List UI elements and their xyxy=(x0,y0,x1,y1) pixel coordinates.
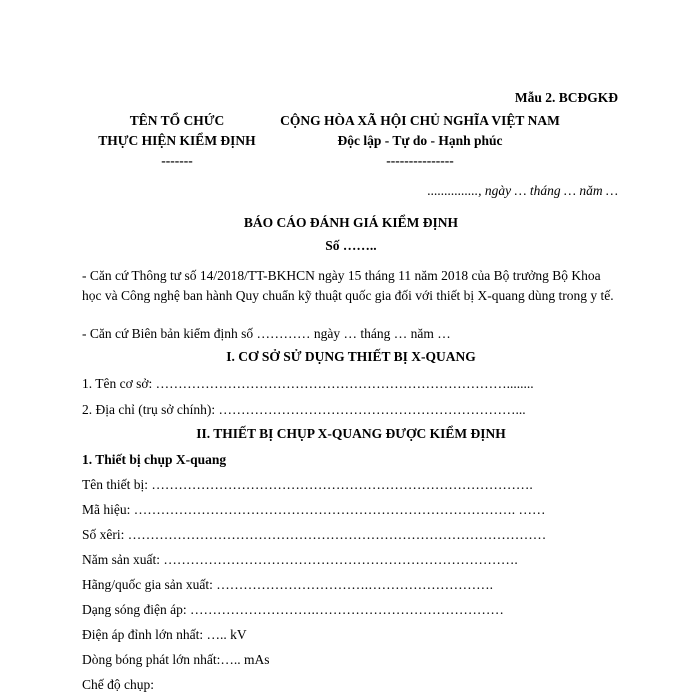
national-motto: Độc lập - Tự do - Hạnh phúc xyxy=(337,133,503,148)
field-facility-name: 1. Tên cơ sở: ……………………………………………………………………........ xyxy=(82,376,534,391)
document-title: BÁO CÁO ĐÁNH GIÁ KIỂM ĐỊNH xyxy=(243,215,459,230)
field-exposure-mode: Chế độ chụp: xyxy=(82,677,154,692)
field-facility-address: 2. Địa chỉ (trụ sở chính): …………………………………………………………... xyxy=(82,402,526,417)
field-tube-current: Dòng bóng phát lớn nhất:….. mAs xyxy=(82,652,270,667)
field-model-code: Mã hiệu: …………………………………………………………………………. …… xyxy=(82,502,546,517)
national-title: CỘNG HÒA XÃ HỘI CHỦ NGHĨA VIỆT NAM xyxy=(280,113,560,128)
field-serial-number: Số xêri: ………………………………………………………………………………… xyxy=(82,527,547,542)
field-voltage-waveform: Dạng sóng điện áp: ……………………….…………………………………… xyxy=(82,602,504,617)
field-device-name: Tên thiết bị: …………………………………………………………………………. xyxy=(82,477,533,492)
basis-paragraph-2: - Căn cứ Biên bản kiểm định số ………… ngày … tháng … năm … xyxy=(82,326,451,341)
field-manufacturer-country: Hãng/quốc gia sản xuất: …………………………….………………………. xyxy=(82,577,493,592)
section-2-heading: II. THIẾT BỊ CHỤP X-QUANG ĐƯỢC KIỂM ĐỊNH xyxy=(196,426,506,441)
section-2-subheading: 1. Thiết bị chụp X-quang xyxy=(82,452,227,467)
field-manufacture-year: Năm sản xuất: ……………………………………………………………………. xyxy=(82,552,518,567)
form-code: Mẫu 2. BCĐGKĐ xyxy=(514,90,618,105)
document-number: Số …….. xyxy=(325,238,377,253)
org-name-line1: TÊN TỔ CHỨC xyxy=(129,113,225,128)
field-peak-voltage: Điện áp đỉnh lớn nhất: ….. kV xyxy=(82,627,247,642)
national-divider: --------------- xyxy=(386,153,454,168)
basis-paragraph-1: - Căn cứ Thông tư số 14/2018/TT-BKHCN ngày 15 tháng 11 năm 2018 của Bộ trưởng Bộ Khoa học và Công nghệ ban hành Quy chuẩn kỹ thuật quốc gia đối với thiết bị X-quang dùng trong y tế. xyxy=(82,268,614,303)
date-line: ..............., ngày … tháng … năm … xyxy=(427,183,618,198)
section-1-heading: I. CƠ SỞ SỬ DỤNG THIẾT BỊ X-QUANG xyxy=(226,349,476,364)
org-divider: ------- xyxy=(161,153,193,168)
org-name-line2: THỰC HIỆN KIỂM ĐỊNH xyxy=(98,133,256,148)
